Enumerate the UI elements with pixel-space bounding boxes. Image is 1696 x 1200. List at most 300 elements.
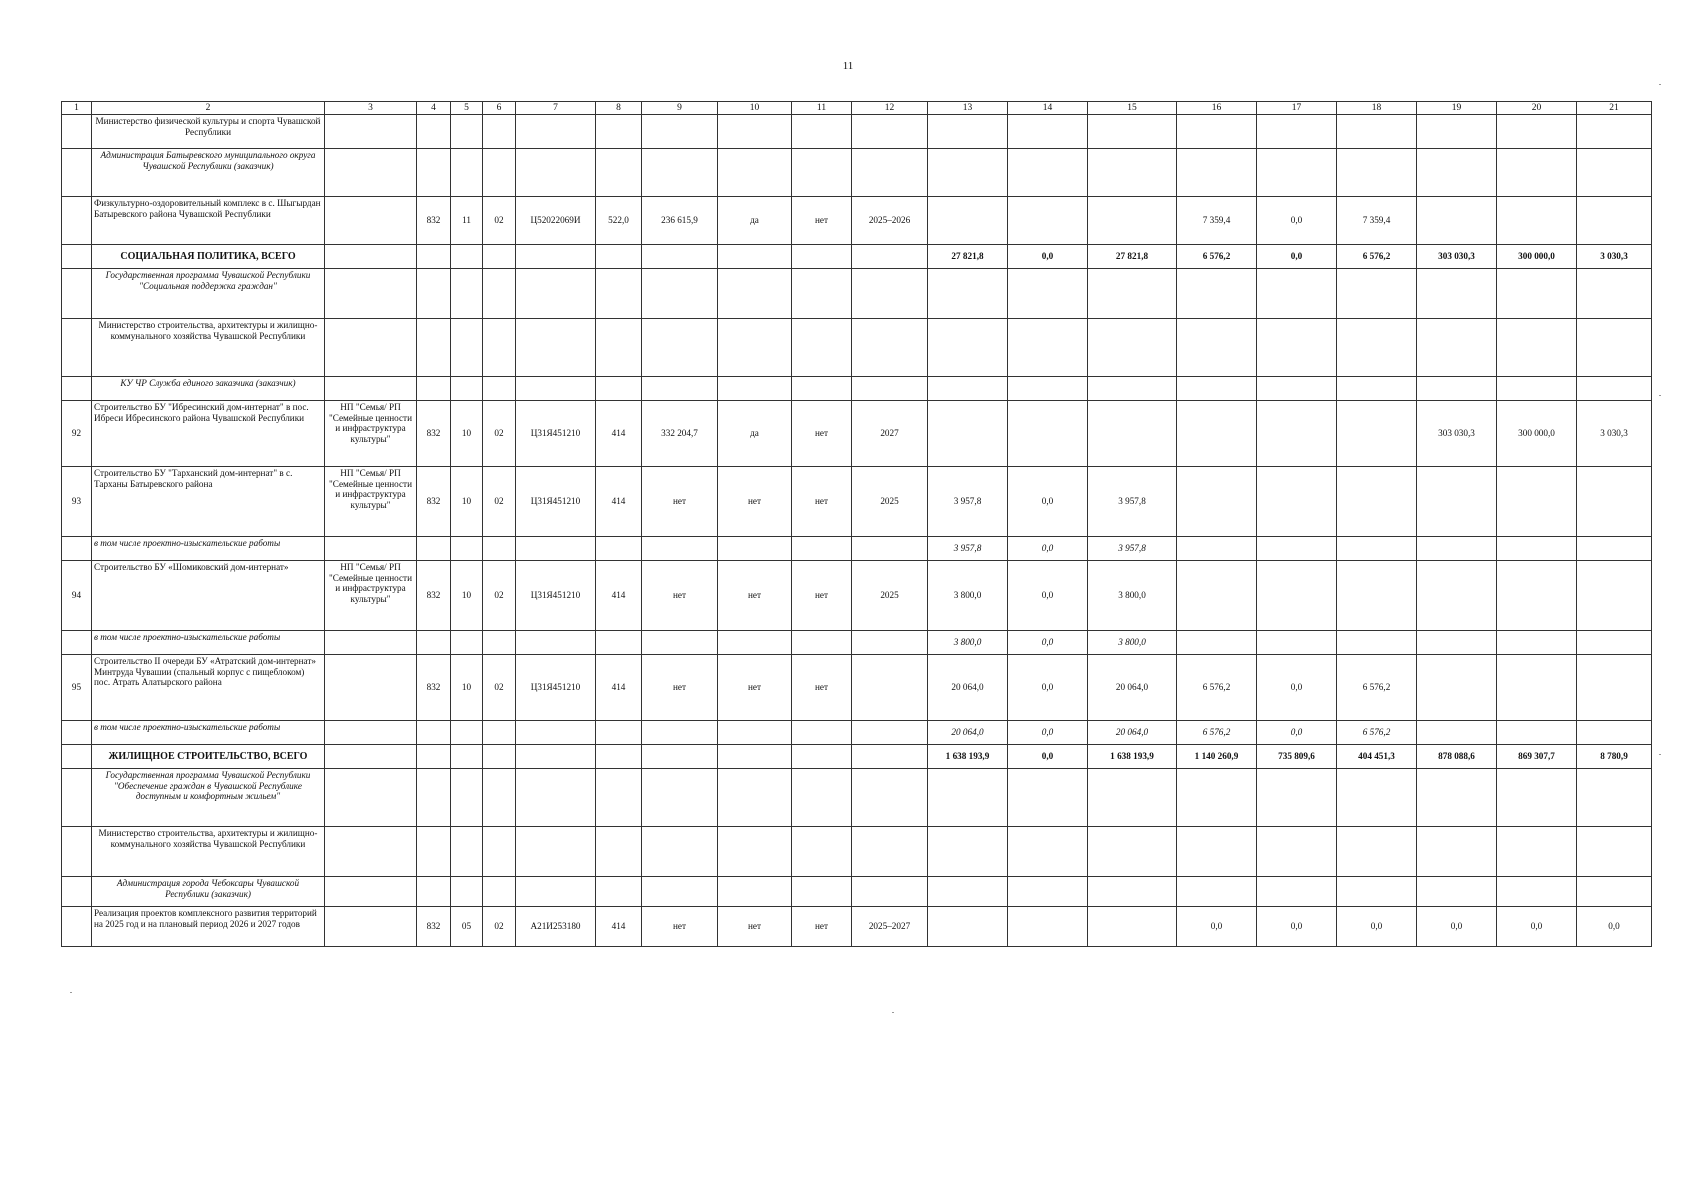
data-cell: 414 [596, 561, 642, 631]
data-cell [1008, 269, 1088, 319]
project-cell [325, 827, 417, 877]
data-cell [1577, 377, 1652, 401]
row-number [62, 149, 92, 197]
data-cell [483, 245, 516, 269]
project-cell [325, 377, 417, 401]
table-row [62, 907, 1652, 947]
data-cell [792, 149, 852, 197]
data-cell [1177, 377, 1257, 401]
data-cell [516, 827, 596, 877]
row-number: 93 [62, 467, 92, 537]
data-cell: 20 064,0 [928, 721, 1008, 745]
data-cell: 6 576,2 [1337, 655, 1417, 721]
data-cell [1177, 149, 1257, 197]
data-cell [852, 827, 928, 877]
data-cell [1177, 769, 1257, 827]
data-cell: 303 030,3 [1417, 245, 1497, 269]
data-cell: 02 [483, 907, 516, 947]
data-cell [1008, 907, 1088, 947]
data-cell: 414 [596, 907, 642, 947]
data-cell [1497, 467, 1577, 537]
data-cell: нет [792, 197, 852, 245]
data-cell [516, 149, 596, 197]
data-cell [1008, 401, 1088, 467]
project-cell [325, 877, 417, 907]
data-cell [417, 149, 451, 197]
data-cell [417, 115, 451, 149]
project-cell [325, 269, 417, 319]
column-header: 3 [325, 102, 417, 115]
data-cell [792, 827, 852, 877]
row-name: Государственная программа Чувашской Республики "Обеспечение граждан в Чувашской Республике доступным и комфортным жильем" [92, 769, 325, 827]
table-row [62, 769, 1652, 827]
data-cell [451, 245, 483, 269]
data-cell [417, 721, 451, 745]
row-number [62, 245, 92, 269]
data-cell: нет [718, 561, 792, 631]
data-cell [1417, 269, 1497, 319]
data-cell [1417, 537, 1497, 561]
data-cell [792, 115, 852, 149]
column-header: 21 [1577, 102, 1652, 115]
column-header: 7 [516, 102, 596, 115]
row-name: Администрация Батыревского муниципального округа Чувашской Республики (заказчик) [92, 149, 325, 197]
data-cell [718, 631, 792, 655]
data-cell [1257, 631, 1337, 655]
column-header: 19 [1417, 102, 1497, 115]
data-cell [451, 377, 483, 401]
project-cell [325, 631, 417, 655]
data-cell: 7 359,4 [1337, 197, 1417, 245]
data-cell [928, 377, 1008, 401]
data-cell: 414 [596, 401, 642, 467]
table-row [62, 561, 1652, 631]
data-cell [417, 245, 451, 269]
data-cell [1177, 401, 1257, 467]
data-cell [1008, 377, 1088, 401]
data-cell [1088, 115, 1177, 149]
data-cell [1577, 197, 1652, 245]
data-cell [451, 537, 483, 561]
data-cell: 27 821,8 [928, 245, 1008, 269]
data-cell [483, 877, 516, 907]
data-cell: 0,0 [1008, 655, 1088, 721]
data-cell [1417, 467, 1497, 537]
data-cell: 6 576,2 [1337, 245, 1417, 269]
data-cell [596, 115, 642, 149]
data-cell: нет [718, 907, 792, 947]
data-cell [1008, 877, 1088, 907]
table-row [62, 537, 1652, 561]
data-cell [928, 115, 1008, 149]
data-cell: 0,0 [1008, 537, 1088, 561]
data-cell [1337, 269, 1417, 319]
row-number: 94 [62, 561, 92, 631]
table-row [62, 377, 1652, 401]
data-cell [1008, 115, 1088, 149]
data-cell [516, 115, 596, 149]
data-cell [483, 149, 516, 197]
data-cell: нет [642, 561, 718, 631]
data-cell [596, 269, 642, 319]
data-cell: Ц31Я451210 [516, 401, 596, 467]
data-cell [1577, 537, 1652, 561]
data-cell [1257, 401, 1337, 467]
data-cell [1337, 467, 1417, 537]
row-number [62, 115, 92, 149]
data-cell: 0,0 [1417, 907, 1497, 947]
project-cell [325, 769, 417, 827]
data-cell [928, 401, 1008, 467]
project-cell [325, 907, 417, 947]
data-cell [1177, 877, 1257, 907]
data-cell: 6 576,2 [1177, 245, 1257, 269]
data-cell [718, 245, 792, 269]
data-cell: 0,0 [1497, 907, 1577, 947]
data-cell: 2025–2026 [852, 197, 928, 245]
data-cell [1257, 769, 1337, 827]
data-cell [1088, 877, 1177, 907]
data-cell [596, 721, 642, 745]
data-cell: 20 064,0 [928, 655, 1008, 721]
data-cell [792, 269, 852, 319]
row-name: Министерство физической культуры и спорта Чувашской Республики [92, 115, 325, 149]
data-cell [718, 377, 792, 401]
row-number [62, 827, 92, 877]
data-cell: 3 957,8 [1088, 537, 1177, 561]
data-cell: 0,0 [1008, 631, 1088, 655]
data-cell [852, 769, 928, 827]
data-cell [852, 319, 928, 377]
scan-speck [1659, 84, 1661, 85]
data-cell [852, 269, 928, 319]
data-cell: нет [792, 655, 852, 721]
data-cell [718, 769, 792, 827]
project-cell [325, 721, 417, 745]
row-number [62, 269, 92, 319]
row-name: в том числе проектно-изыскательские работы [92, 631, 325, 655]
data-cell [928, 319, 1008, 377]
data-cell: 1 638 193,9 [928, 745, 1008, 769]
scan-speck [892, 1012, 894, 1013]
data-cell [1088, 319, 1177, 377]
data-cell [1497, 197, 1577, 245]
data-cell [718, 745, 792, 769]
data-cell [852, 877, 928, 907]
data-cell [642, 269, 718, 319]
column-header: 5 [451, 102, 483, 115]
data-cell [642, 377, 718, 401]
data-cell [417, 631, 451, 655]
row-number [62, 537, 92, 561]
data-cell [718, 537, 792, 561]
table-body [62, 102, 1652, 947]
data-cell [852, 115, 928, 149]
data-cell [792, 877, 852, 907]
data-cell [1497, 537, 1577, 561]
data-cell [1337, 537, 1417, 561]
data-cell: 832 [417, 907, 451, 947]
data-cell: 0,0 [1577, 907, 1652, 947]
data-cell [1337, 149, 1417, 197]
data-cell [516, 245, 596, 269]
data-cell: 1 638 193,9 [1088, 745, 1177, 769]
data-cell: 0,0 [1257, 907, 1337, 947]
column-header: 20 [1497, 102, 1577, 115]
data-cell: 0,0 [1337, 907, 1417, 947]
data-cell [792, 245, 852, 269]
row-name: Государственная программа Чувашской Республики "Социальная поддержка граждан" [92, 269, 325, 319]
data-cell [596, 769, 642, 827]
data-cell [1497, 631, 1577, 655]
column-header: 15 [1088, 102, 1177, 115]
data-cell [718, 319, 792, 377]
data-cell: 832 [417, 197, 451, 245]
data-cell [642, 745, 718, 769]
data-cell: 2025–2027 [852, 907, 928, 947]
project-cell [325, 245, 417, 269]
data-cell [1257, 319, 1337, 377]
data-cell [1577, 467, 1652, 537]
column-header: 18 [1337, 102, 1417, 115]
row-name: СОЦИАЛЬНАЯ ПОЛИТИКА, ВСЕГО [92, 245, 325, 269]
data-cell [417, 877, 451, 907]
data-cell: Ц52022069И [516, 197, 596, 245]
row-number [62, 377, 92, 401]
data-cell: 303 030,3 [1417, 401, 1497, 467]
table-row [62, 721, 1652, 745]
data-cell [718, 149, 792, 197]
data-cell [1337, 561, 1417, 631]
data-cell [451, 631, 483, 655]
row-number [62, 631, 92, 655]
data-cell [718, 877, 792, 907]
data-cell: 1 140 260,9 [1177, 745, 1257, 769]
data-cell: нет [718, 467, 792, 537]
data-cell: 2025 [852, 467, 928, 537]
data-cell [1257, 149, 1337, 197]
data-cell [1177, 631, 1257, 655]
data-cell [928, 269, 1008, 319]
column-header: 9 [642, 102, 718, 115]
data-cell [1417, 827, 1497, 877]
data-cell [1177, 827, 1257, 877]
data-cell [596, 245, 642, 269]
data-cell: 0,0 [1008, 245, 1088, 269]
project-cell [325, 319, 417, 377]
data-cell [1577, 269, 1652, 319]
data-cell [1088, 269, 1177, 319]
data-cell [1337, 631, 1417, 655]
data-cell [516, 269, 596, 319]
data-cell [718, 269, 792, 319]
row-name: Строительство БУ "Тарханский дом-интернат" в с. Тарханы Батыревского района [92, 467, 325, 537]
project-cell: НП "Семья/ РП "Семейные ценности и инфраструктура культуры" [325, 401, 417, 467]
data-cell [596, 827, 642, 877]
data-cell [1417, 721, 1497, 745]
data-cell [1008, 197, 1088, 245]
data-cell [1497, 655, 1577, 721]
data-cell [417, 769, 451, 827]
data-cell: нет [792, 907, 852, 947]
data-cell [1337, 319, 1417, 377]
data-cell [852, 745, 928, 769]
data-cell [451, 721, 483, 745]
data-cell: 300 000,0 [1497, 401, 1577, 467]
data-cell: 3 957,8 [1088, 467, 1177, 537]
data-cell [451, 769, 483, 827]
data-cell: 878 088,6 [1417, 745, 1497, 769]
data-cell: 05 [451, 907, 483, 947]
row-name: ЖИЛИЩНОЕ СТРОИТЕЛЬСТВО, ВСЕГО [92, 745, 325, 769]
data-cell: 6 576,2 [1337, 721, 1417, 745]
data-cell: нет [642, 655, 718, 721]
data-cell: 0,0 [1008, 467, 1088, 537]
data-cell [642, 537, 718, 561]
data-cell [1177, 319, 1257, 377]
data-cell [596, 377, 642, 401]
column-header: 2 [92, 102, 325, 115]
data-cell: Ц31Я451210 [516, 467, 596, 537]
data-cell [852, 537, 928, 561]
column-header: 6 [483, 102, 516, 115]
data-cell [1257, 537, 1337, 561]
data-cell [792, 377, 852, 401]
row-name: Физкультурно-оздоровительный комплекс в с. Шыгырдан Батыревского района Чувашской Республики [92, 197, 325, 245]
data-cell [516, 319, 596, 377]
data-cell [1008, 827, 1088, 877]
row-number: 92 [62, 401, 92, 467]
data-cell [516, 537, 596, 561]
data-cell [1337, 769, 1417, 827]
data-cell [642, 769, 718, 827]
data-cell [1337, 401, 1417, 467]
data-cell: 10 [451, 655, 483, 721]
data-cell: 10 [451, 401, 483, 467]
data-cell [852, 655, 928, 721]
data-cell [1577, 115, 1652, 149]
column-header: 11 [792, 102, 852, 115]
data-cell [1417, 149, 1497, 197]
table-row [62, 269, 1652, 319]
data-cell: 02 [483, 467, 516, 537]
row-number [62, 721, 92, 745]
table-row [62, 245, 1652, 269]
data-cell [417, 745, 451, 769]
row-name: Строительство БУ «Шомиковский дом-интернат» [92, 561, 325, 631]
data-cell: 11 [451, 197, 483, 245]
data-cell: 0,0 [1008, 745, 1088, 769]
data-cell [1177, 115, 1257, 149]
data-cell [1257, 269, 1337, 319]
data-cell [417, 537, 451, 561]
data-cell [1088, 377, 1177, 401]
row-number: 95 [62, 655, 92, 721]
data-cell [451, 319, 483, 377]
table-row [62, 655, 1652, 721]
data-cell: 0,0 [1257, 721, 1337, 745]
data-cell [1497, 877, 1577, 907]
data-cell: 20 064,0 [1088, 655, 1177, 721]
data-cell [1257, 115, 1337, 149]
data-cell [642, 149, 718, 197]
column-header: 10 [718, 102, 792, 115]
data-cell [1177, 561, 1257, 631]
data-cell: 832 [417, 561, 451, 631]
data-cell [516, 745, 596, 769]
data-cell [1577, 655, 1652, 721]
data-cell [451, 877, 483, 907]
data-cell [1088, 149, 1177, 197]
project-cell [325, 115, 417, 149]
data-cell [596, 877, 642, 907]
data-cell [1257, 467, 1337, 537]
table-row [62, 745, 1652, 769]
data-cell [718, 721, 792, 745]
data-cell: 0,0 [1257, 245, 1337, 269]
column-header: 1 [62, 102, 92, 115]
data-cell [483, 827, 516, 877]
data-cell [1577, 319, 1652, 377]
data-cell [928, 877, 1008, 907]
data-cell [1257, 377, 1337, 401]
data-cell [417, 319, 451, 377]
data-cell [483, 537, 516, 561]
data-cell [1497, 721, 1577, 745]
column-header: 16 [1177, 102, 1257, 115]
data-cell [1417, 377, 1497, 401]
row-name: КУ ЧР Служба единого заказчика (заказчик) [92, 377, 325, 401]
data-cell [1577, 561, 1652, 631]
table-row [62, 401, 1652, 467]
data-cell: да [718, 401, 792, 467]
data-cell: 20 064,0 [1088, 721, 1177, 745]
data-cell: 832 [417, 655, 451, 721]
data-cell [1337, 827, 1417, 877]
project-cell [325, 537, 417, 561]
data-cell: 0,0 [1257, 655, 1337, 721]
data-cell: 0,0 [1008, 561, 1088, 631]
data-cell [792, 319, 852, 377]
table-row [62, 631, 1652, 655]
data-cell: 735 809,6 [1257, 745, 1337, 769]
data-cell [516, 721, 596, 745]
row-name: Администрация города Чебоксары Чувашской Республики (заказчик) [92, 877, 325, 907]
table-row [62, 149, 1652, 197]
column-header: 14 [1008, 102, 1088, 115]
data-cell [1497, 827, 1577, 877]
data-cell [1417, 561, 1497, 631]
data-cell: 3 957,8 [928, 537, 1008, 561]
row-name: в том числе проектно-изыскательские работы [92, 721, 325, 745]
data-cell: 8 780,9 [1577, 745, 1652, 769]
data-cell: 404 451,3 [1337, 745, 1417, 769]
data-cell [1577, 769, 1652, 827]
data-cell [1337, 877, 1417, 907]
data-cell: нет [792, 467, 852, 537]
data-cell [1337, 115, 1417, 149]
data-cell [1008, 769, 1088, 827]
data-cell: 02 [483, 655, 516, 721]
data-cell: 10 [451, 561, 483, 631]
data-cell [516, 877, 596, 907]
row-name: Министерство строительства, архитектуры и жилищно-коммунального хозяйства Чувашской Республики [92, 827, 325, 877]
data-cell [792, 631, 852, 655]
data-cell [642, 245, 718, 269]
data-cell [1577, 827, 1652, 877]
data-cell [852, 377, 928, 401]
data-cell [1577, 721, 1652, 745]
